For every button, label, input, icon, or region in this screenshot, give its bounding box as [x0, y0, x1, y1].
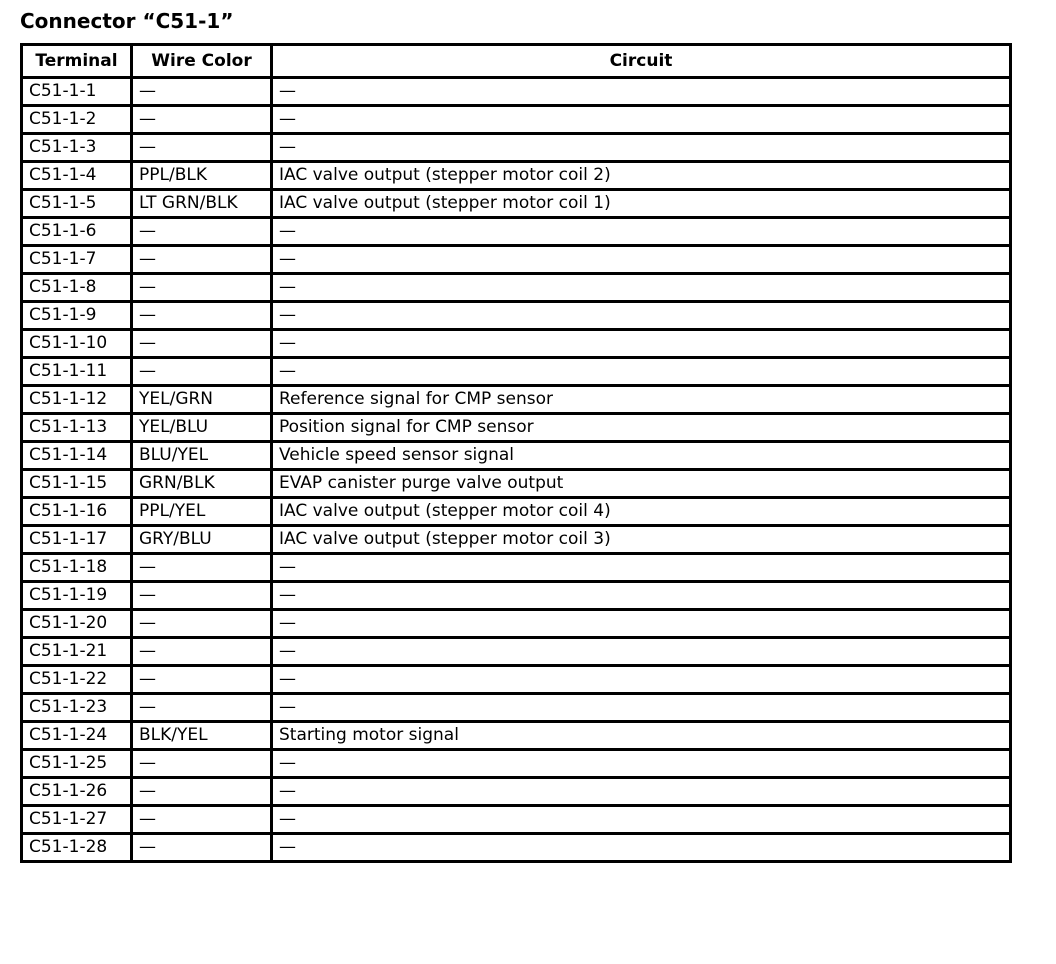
circuit-cell: IAC valve output (stepper motor coil 2): [272, 162, 1011, 190]
circuit-cell: Vehicle speed sensor signal: [272, 442, 1011, 470]
wire-color-cell: GRY/BLU: [132, 526, 272, 554]
circuit-cell: IAC valve output (stepper motor coil 1): [272, 190, 1011, 218]
terminal-cell: C51-1-11: [22, 358, 132, 386]
table-row: [22, 554, 1011, 582]
wire-color-cell: —: [132, 330, 272, 358]
circuit-cell: —: [272, 750, 1011, 778]
terminal-cell: C51-1-27: [22, 806, 132, 834]
wire-color-cell: LT GRN/BLK: [132, 190, 272, 218]
table-row: [22, 610, 1011, 638]
wire-color-cell: —: [132, 666, 272, 694]
table-row: [22, 78, 1011, 106]
terminal-cell: C51-1-9: [22, 302, 132, 330]
table-row: [22, 246, 1011, 274]
terminal-cell: C51-1-8: [22, 274, 132, 302]
terminal-cell: C51-1-21: [22, 638, 132, 666]
table-row: [22, 498, 1011, 526]
wire-color-cell: —: [132, 694, 272, 722]
circuit-cell: —: [272, 302, 1011, 330]
wire-color-cell: —: [132, 806, 272, 834]
table-row: [22, 722, 1011, 750]
terminal-cell: C51-1-22: [22, 666, 132, 694]
table-row: [22, 834, 1011, 862]
wire-color-cell: —: [132, 610, 272, 638]
circuit-cell: IAC valve output (stepper motor coil 3): [272, 526, 1011, 554]
wire-color-cell: —: [132, 638, 272, 666]
circuit-cell: Starting motor signal: [272, 722, 1011, 750]
terminal-cell: C51-1-6: [22, 218, 132, 246]
circuit-cell: —: [272, 218, 1011, 246]
table-row: [22, 806, 1011, 834]
wire-color-cell: —: [132, 834, 272, 862]
terminal-cell: C51-1-17: [22, 526, 132, 554]
terminal-cell: C51-1-13: [22, 414, 132, 442]
table-row: [22, 470, 1011, 498]
wire-color-cell: BLK/YEL: [132, 722, 272, 750]
table-row: [22, 190, 1011, 218]
circuit-cell: —: [272, 358, 1011, 386]
circuit-cell: —: [272, 134, 1011, 162]
table-row: [22, 694, 1011, 722]
terminal-cell: C51-1-16: [22, 498, 132, 526]
circuit-cell: Reference signal for CMP sensor: [272, 386, 1011, 414]
terminal-cell: C51-1-25: [22, 750, 132, 778]
table-row: [22, 134, 1011, 162]
wire-color-cell: —: [132, 134, 272, 162]
circuit-cell: —: [272, 330, 1011, 358]
table-row: [22, 526, 1011, 554]
table-body: [22, 78, 1011, 862]
terminal-cell: C51-1-7: [22, 246, 132, 274]
circuit-cell: —: [272, 582, 1011, 610]
circuit-cell: —: [272, 778, 1011, 806]
table-row: [22, 330, 1011, 358]
terminal-cell: C51-1-3: [22, 134, 132, 162]
terminal-cell: C51-1-24: [22, 722, 132, 750]
wire-color-cell: —: [132, 246, 272, 274]
wire-color-cell: —: [132, 78, 272, 106]
wire-color-cell: YEL/GRN: [132, 386, 272, 414]
wire-color-cell: YEL/BLU: [132, 414, 272, 442]
circuit-cell: IAC valve output (stepper motor coil 4): [272, 498, 1011, 526]
table-row: [22, 218, 1011, 246]
terminal-cell: C51-1-20: [22, 610, 132, 638]
table-row: [22, 442, 1011, 470]
circuit-cell: EVAP canister purge valve output: [272, 470, 1011, 498]
table-header-row: [22, 45, 1011, 78]
circuit-cell: —: [272, 246, 1011, 274]
terminal-cell: C51-1-10: [22, 330, 132, 358]
wire-color-cell: GRN/BLK: [132, 470, 272, 498]
table-row: [22, 582, 1011, 610]
wire-color-cell: —: [132, 582, 272, 610]
terminal-cell: C51-1-2: [22, 106, 132, 134]
terminal-cell: C51-1-1: [22, 78, 132, 106]
column-header-wire-color: Wire Color: [132, 45, 272, 78]
connector-title: Connector “C51-1”: [20, 9, 234, 33]
table-row: [22, 106, 1011, 134]
column-header-circuit: Circuit: [272, 45, 1011, 78]
terminal-cell: C51-1-26: [22, 778, 132, 806]
table-row: [22, 274, 1011, 302]
table-row: [22, 386, 1011, 414]
circuit-cell: —: [272, 106, 1011, 134]
table-row: [22, 666, 1011, 694]
table-row: [22, 778, 1011, 806]
circuit-cell: Position signal for CMP sensor: [272, 414, 1011, 442]
terminal-cell: C51-1-4: [22, 162, 132, 190]
terminal-cell: C51-1-5: [22, 190, 132, 218]
table-row: [22, 302, 1011, 330]
circuit-cell: —: [272, 834, 1011, 862]
terminal-cell: C51-1-19: [22, 582, 132, 610]
table-row: [22, 414, 1011, 442]
circuit-cell: —: [272, 554, 1011, 582]
circuit-cell: —: [272, 78, 1011, 106]
terminal-cell: C51-1-23: [22, 694, 132, 722]
wire-color-cell: —: [132, 274, 272, 302]
circuit-cell: —: [272, 610, 1011, 638]
table-row: [22, 358, 1011, 386]
table-row: [22, 638, 1011, 666]
terminal-cell: C51-1-15: [22, 470, 132, 498]
wire-color-cell: PPL/BLK: [132, 162, 272, 190]
wire-color-cell: PPL/YEL: [132, 498, 272, 526]
wire-color-cell: BLU/YEL: [132, 442, 272, 470]
wire-color-cell: —: [132, 778, 272, 806]
wire-color-cell: —: [132, 302, 272, 330]
wire-color-cell: —: [132, 358, 272, 386]
connector-table: [20, 43, 1012, 863]
terminal-cell: C51-1-14: [22, 442, 132, 470]
wire-color-cell: —: [132, 218, 272, 246]
wire-color-cell: —: [132, 106, 272, 134]
wire-color-cell: —: [132, 750, 272, 778]
table-row: [22, 162, 1011, 190]
table-row: [22, 750, 1011, 778]
circuit-cell: —: [272, 694, 1011, 722]
terminal-cell: C51-1-28: [22, 834, 132, 862]
terminal-cell: C51-1-12: [22, 386, 132, 414]
circuit-cell: —: [272, 274, 1011, 302]
circuit-cell: —: [272, 806, 1011, 834]
wire-color-cell: —: [132, 554, 272, 582]
column-header-terminal: Terminal: [22, 45, 132, 78]
circuit-cell: —: [272, 666, 1011, 694]
circuit-cell: —: [272, 638, 1011, 666]
terminal-cell: C51-1-18: [22, 554, 132, 582]
